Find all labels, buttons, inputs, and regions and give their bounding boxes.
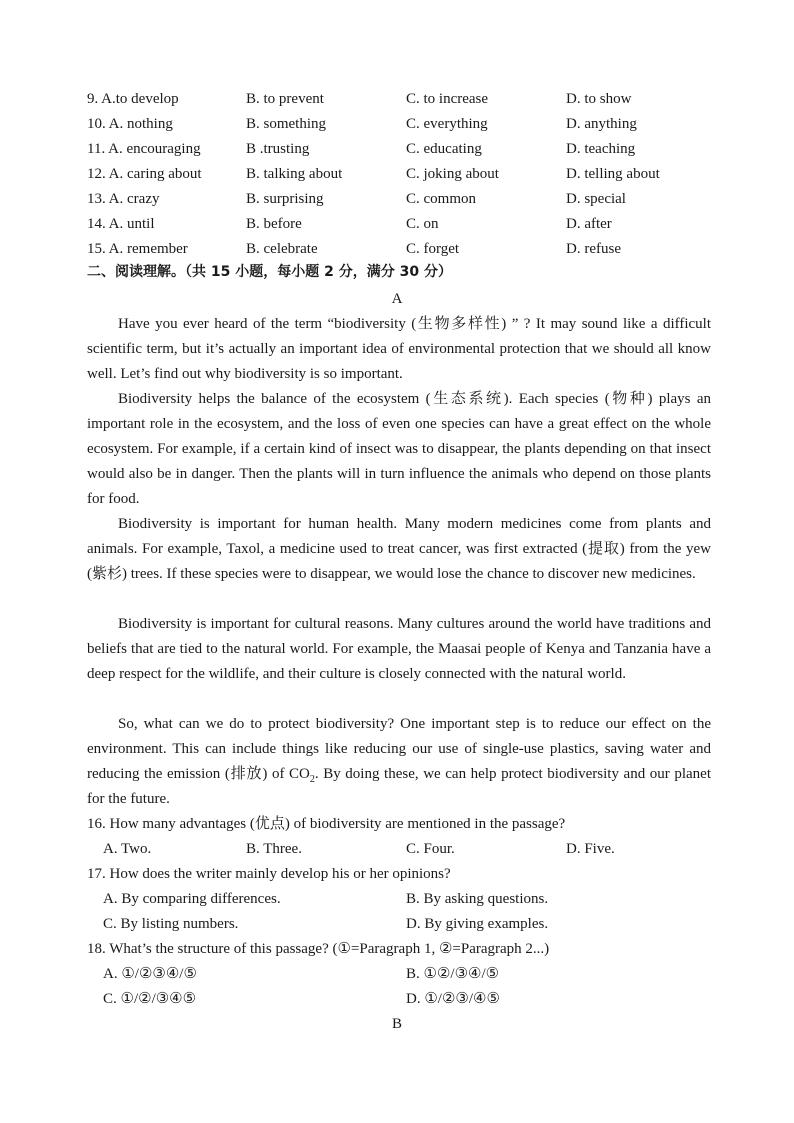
paragraph-5-text: So, what can we do to protect biodiversity? One important step is to reduce our effect on the environment. This can include things like reducing our use of single-use plastics, saving water and reducing the emission (排放) of CO (87, 716, 711, 782)
question-17-choice-d: D. By giving examples. (406, 916, 549, 932)
option-a: 14. A. until (87, 216, 155, 232)
question-18-stem: 18. What’s the structure of this passage? (①=Paragraph 1, ②=Paragraph 2...) (87, 941, 550, 957)
passage-paragraph-3: Biodiversity is important for human health. Many modern medicines come from plants and animals. For example, Taxol, a medicine used to treat cancer, was first extracted (提取) from the yew (紫杉) trees. If these species were to disappear, we would lose the chance to discover new medicines. (87, 516, 711, 582)
option-d: D. telling about (566, 166, 660, 182)
option-a: 9. A.to develop (87, 91, 179, 107)
option-b: B .trusting (246, 141, 310, 157)
option-d: D. anything (566, 116, 637, 132)
option-b: B. surprising (246, 191, 324, 207)
subscript-2: 2 (309, 774, 315, 785)
question-17-choice-c: C. By listing numbers. (103, 916, 239, 932)
passage-label-a: A (391, 291, 403, 307)
option-a: 12. A. caring about (87, 166, 202, 182)
question-17-choice-a: A. By comparing differences. (103, 891, 281, 907)
option-d: D. teaching (566, 141, 636, 157)
passage-paragraph-4: Biodiversity is important for cultural reasons. Many cultures around the world have traditions and beliefs that are tied to the natural world. For example, the Maasai people of Kenya and Tanzania have a deep respect for the wildlife, and their culture is closely connected with the natural world. (87, 616, 711, 682)
option-b: B. before (246, 216, 302, 232)
option-a: 11. A. encouraging (87, 141, 201, 157)
question-18-choice-a: A. ①/②③④/⑤ (103, 966, 197, 982)
question-17-choice-b: B. By asking questions. (406, 891, 549, 907)
option-b: B. celebrate (246, 241, 318, 257)
question-18-choice-b: B. ①②/③④/⑤ (406, 966, 500, 982)
option-b: B. talking about (246, 166, 343, 182)
option-c: C. educating (406, 141, 482, 157)
question-16-choice-d: D. Five. (566, 841, 615, 857)
question-18-choice-c: C. ①/②/③④⑤ (103, 991, 197, 1007)
section-heading: 二、阅读理解。（共 15 小题，每小题 2 分，满分 30 分） (87, 264, 452, 280)
question-16-choice-a: A. Two. (103, 841, 152, 857)
option-a: 15. A. remember (87, 241, 188, 257)
paragraph-5-text-end: . By doing these, we can help protect biodiversity and our planet for the future. (87, 766, 712, 807)
option-c: C. joking about (406, 166, 499, 182)
option-a: 13. A. crazy (87, 191, 160, 207)
option-d: D. refuse (566, 241, 621, 257)
option-d: D. special (566, 191, 626, 207)
question-18-choice-d: D. ①/②③/④⑤ (406, 991, 500, 1007)
question-16-choice-b: B. Three. (246, 841, 302, 857)
passage-paragraph-5 (87, 712, 711, 812)
passage-label-b: B (391, 1016, 402, 1032)
question-16-stem: 16. How many advantages (优点) of biodiversity are mentioned in the passage? (87, 816, 566, 832)
option-b: B. something (246, 116, 327, 132)
option-c: C. everything (406, 116, 488, 132)
option-c: C. common (406, 191, 476, 207)
option-c: C. to increase (406, 91, 489, 107)
option-c: C. on (406, 216, 439, 232)
question-17-stem: 17. How does the writer mainly develop his or her opinions? (87, 866, 451, 882)
passage-paragraph-2: Biodiversity helps the balance of the ecosystem (生态系统). Each species (物种) plays an important role in the ecosystem, and the loss of even one species can have a great effect on the whole ecosystem. For example, if a certain kind of insect was to disappear, the plants depending on that insect would also be in danger. Then the plants will in turn influence the animals who depend on those plants for food. (87, 391, 711, 507)
option-d: D. after (566, 216, 612, 232)
option-b: B. to prevent (246, 91, 324, 107)
passage-paragraph-1: Have you ever heard of the term “biodiversity (生物多样性) ” ? It may sound like a difficult scientific term, but it’s actually an important idea of environmental protection that we should all know well. Let’s find out why biodiversity is so important. (87, 316, 711, 382)
option-d: D. to show (566, 91, 632, 107)
option-c: C. forget (406, 241, 460, 257)
question-16-choice-c: C. Four. (406, 841, 455, 857)
option-a: 10. A. nothing (87, 116, 173, 132)
